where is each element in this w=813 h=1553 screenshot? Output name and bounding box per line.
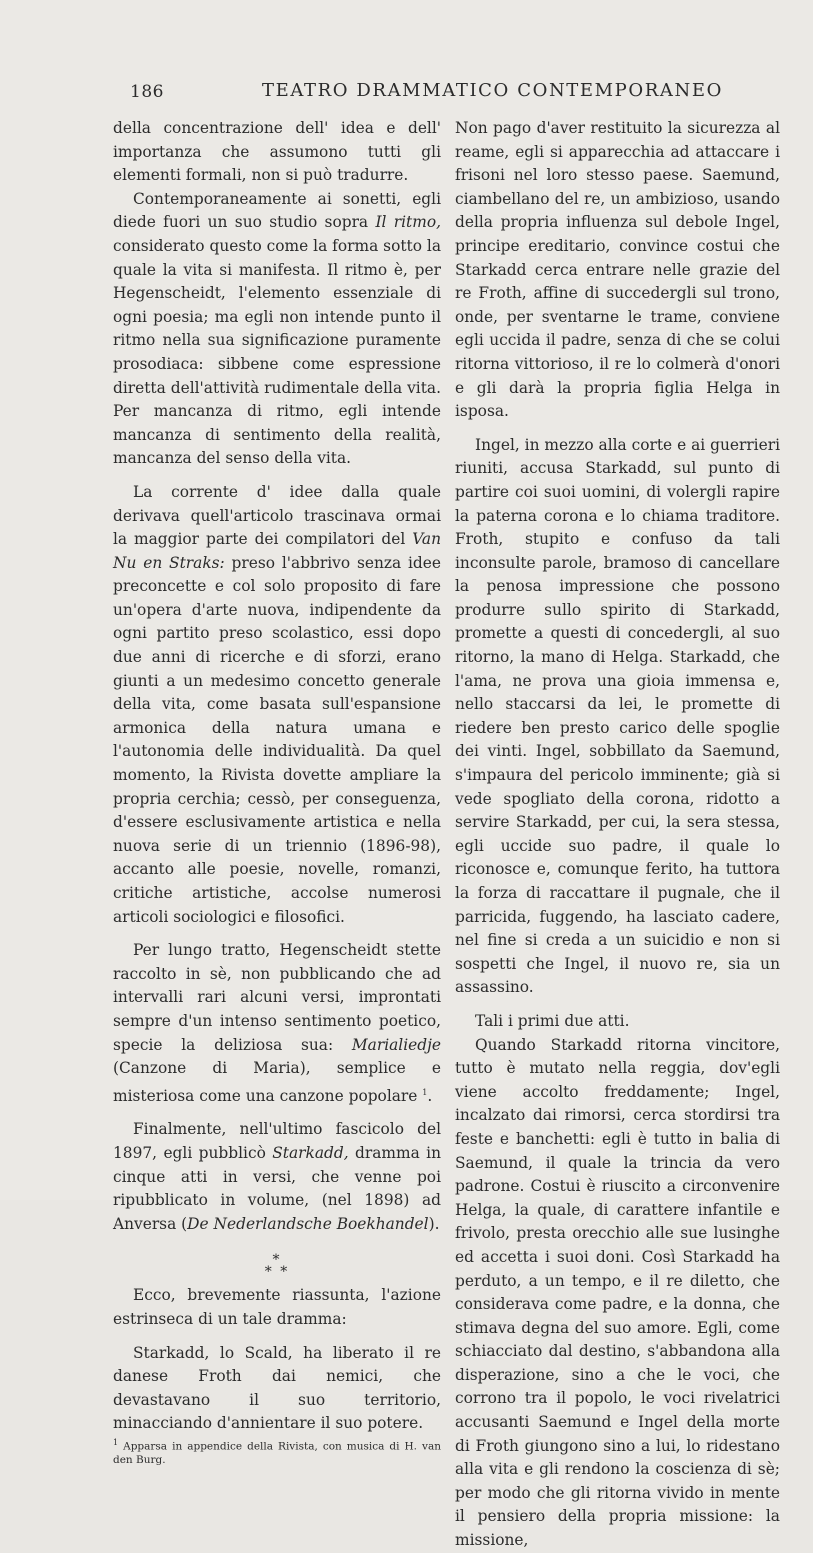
- right-column: [455, 117, 780, 1553]
- footnote-ref: 1: [422, 1087, 428, 1097]
- text-run: considerato questo come la forma sotto la quale la vita si manifesta. Il ritmo è, per Hegenscheidt, l'elemento essenziale di ogni poesia; ma egli non intende punto il ritmo nella sua significazione puramente prosodiaca: sibbene come espressione diretta dell'attività rudimentale della vita. Per mancanza di ritmo, egli intende mancanza di sentimento della realità, mancanza del senso della vita.: [113, 236, 441, 468]
- page-header: [0, 78, 813, 108]
- paragraph: [113, 481, 441, 929]
- paragraph: Starkadd, lo Scald, ha liberato il re danese Froth dai nemici, che devastavano il suo territorio, minacciando d'annientare il suo potere.: [113, 1343, 441, 1433]
- footnote-text: Apparsa in appendice della Rivista, con musica di H. van den Burg.: [113, 1440, 441, 1466]
- text-run: preso l'abbrivo senza idee preconcette e col solo proposito di fare un'opera d'arte nuova, indipendente da ogni partito preso scolastico, essi dopo due anni di ricerche e di sforzi, erano giunti a un medesimo concetto generale della vita, come basata sull'espansione armonica della natura umana e l'autonomia delle individualità. Da quel momento, la Rivista dovette ampliare la propria cerchia; cessò, per conseguenza, d'essere esclusivamente artistica e nella nuova serie di un triennio (1896-98), accanto alle poesie, novelle, romanzi, critiche artistiche, accolse numerosi articoli sociologici e filosofici.: [113, 553, 441, 926]
- paragraph: Quando Starkadd ritorna vincitore, tutto è mutato nella reggia, dov'egli viene accolto freddamente; Ingel, incalzato dai rimorsi, cerca stordirsi tra feste e banchetti: egli è tutto in balia di Saemund, il quale la trincia da vero padrone. Costui è riuscito a circonvenire Helga, la quale, di carattere infantile e frivolo, presta orecchio alle sue lusinghe ed accetta i suoi doni. Così Starkadd ha perduto, a un tempo, e il re diletto, che considerava come padre, e la donna, che stimava degna del suo amore. Egli, come schiacciato dal destino, s'abbandona alla disperazione, sino a che le voci, che corrono tra il popolo, le voci rivelatrici accusanti Saemund e Ingel della morte di Froth giungono sino a lui, lo ridestano alla vita e gli rendono la coscienza di sè; per modo che gli ritorna vivido in mente il pensiero della propria missione: la missione,: [455, 1035, 780, 1550]
- paragraph: Ingel, in mezzo alla corte e ai guerrieri riuniti, accusa Starkadd, sul punto di partire coi suoi uomini, di volergli rapire la paterna corona e lo chiama traditore. Froth, stupito e confuso da tali inconsulte parole, bramoso di cancellare la penosa impressione che possono produrre sullo spirito di Starkadd, promette a questi di concedergli, al suo ritorno, la mano di Helga. Starkadd, che l'ama, ne prova una gioia immensa e, nello staccarsi da lei, le promette di riedere ben presto carico delle spoglie dei vinti. Ingel, sobbillato da Saemund, s'impaura del pericolo imminente; già si vede spogliato della corona, ridotto a servire Starkadd, per cui, la sera stessa, egli uccide suo padre, il quale lo riconosce e, comunque ferito, ha tuttora la forza di raccattare il pugnale, che il parricida, fuggendo, ha lasciato cadere, nel fine si creda a un suicidio e non si sospetti che Ingel, il nuovo re, sia un assassino.: [455, 435, 780, 997]
- italic-title: Marialiedje: [351, 1035, 441, 1054]
- paragraph: della concentrazione dell' idea e dell' importanza che assumono tutti gli elementi formali, non si può tradurre.: [113, 119, 441, 185]
- italic-title: Starkadd,: [272, 1144, 349, 1163]
- italic-title: Il ritmo,: [375, 213, 441, 232]
- footnote-mark: 1: [113, 1438, 119, 1447]
- text-run: ).: [428, 1214, 440, 1233]
- paragraph: [113, 188, 441, 471]
- text-run: Contemporaneamente ai sonetti, egli diede fuori un suo studio sopra: [113, 189, 441, 232]
- footnote: [113, 1436, 441, 1467]
- paragraph: [113, 939, 441, 1108]
- section-separator: * * *: [264, 1252, 290, 1281]
- page-number: 186: [130, 82, 164, 102]
- running-head: TEATRO DRAMMATICO CONTEMPORANEO: [262, 80, 723, 101]
- italic-title: Van Nu en Straks:: [113, 530, 441, 572]
- text-run: La corrente d' idee dalla quale derivava quell'articolo trascinava ormai la maggior parte dei compilatori del: [113, 482, 441, 549]
- text-run: dramma in cinque atti in versi, che venne poi ripubblicato in volume, (nel 1898) ad Anversa (: [113, 1144, 441, 1233]
- text-run: (Canzone di Maria), semplice e misteriosa come una canzone popolare: [113, 1059, 441, 1105]
- paragraph: [113, 1118, 441, 1236]
- paragraph: Tali i primi due atti.: [475, 1011, 630, 1030]
- text-run: Per lungo tratto, Hegenscheidt stette raccolto in sè, non pubblicando che ad intervalli rari alcuni versi, improntati sempre d'un intenso sentimento poetico, specie la deliziosa sua:: [113, 941, 441, 1054]
- left-column: [113, 117, 441, 1467]
- paragraph: Non pago d'aver restituito la sicurezza al reame, egli si apparecchia ad attaccare i frisoni nel loro stesso paese. Saemund, ciambellano del re, un ambizioso, usando della propria influenza sul debole Ingel, principe ereditario, convince costui che Starkadd cerca entrare nelle grazie del re Froth, affine di succedergli sul trono, onde, per sventarne le trame, conviene egli uccida il padre, senza di che se colui ritorna vittorioso, il re lo colmerà d'onori e gli darà la propria figlia Helga in isposa.: [455, 119, 780, 421]
- text-run: .: [427, 1086, 433, 1105]
- italic-title: De Nederlandsche Boekhandel: [187, 1214, 429, 1233]
- text-run: Finalmente, nell'ultimo fascicolo del 1897, egli pubblicò: [113, 1120, 441, 1163]
- paragraph: Ecco, brevemente riassunta, l'azione estrinseca di un tale dramma:: [113, 1286, 441, 1329]
